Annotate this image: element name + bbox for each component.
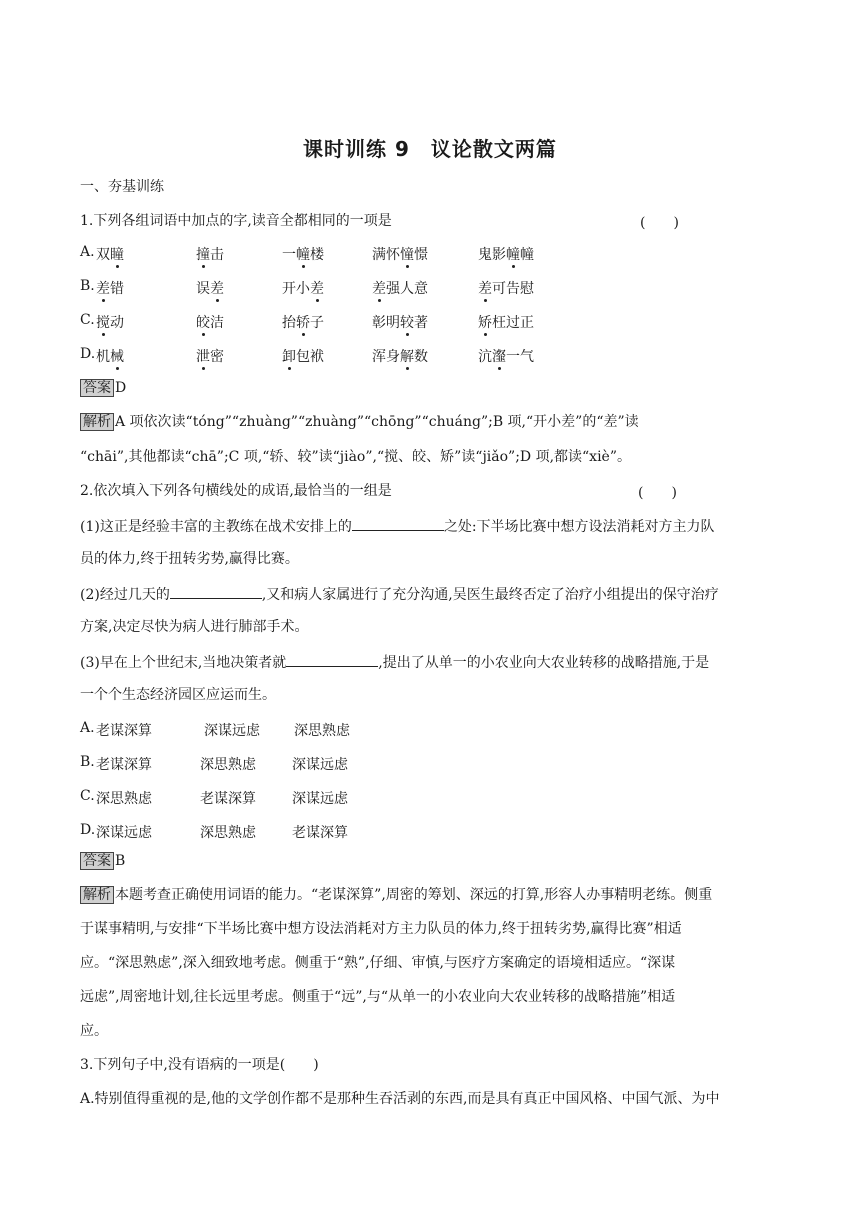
q2-option-idiom: 深思熟虑 bbox=[294, 723, 350, 739]
word-part: 双 bbox=[96, 247, 110, 263]
q1-option-word bbox=[282, 312, 324, 332]
word-part: 著 bbox=[414, 315, 428, 331]
q1-option-word bbox=[196, 346, 224, 366]
dotted-character: 卸 bbox=[282, 349, 296, 365]
q1-option-word bbox=[372, 346, 428, 366]
dotted-character: 轿 bbox=[296, 315, 310, 331]
dotted-character: 差 bbox=[310, 281, 324, 297]
sentence-text: (3)早在上个世纪末,当地决策者就 bbox=[80, 655, 287, 671]
word-part: 机 bbox=[96, 349, 110, 365]
page-title: 课时训练 9 议论散文两篇 bbox=[303, 137, 557, 161]
q1-option-word bbox=[478, 346, 534, 366]
q2-option-idiom: 深谋远虑 bbox=[292, 757, 348, 773]
q2-option-idiom: 老谋深算 bbox=[96, 757, 152, 773]
sentence-text: (1)这正是经验丰富的主教练在战术安排上的 bbox=[80, 519, 352, 535]
q1-option-word bbox=[96, 312, 124, 332]
dotted-character: 搅 bbox=[96, 315, 110, 331]
q1-analysis-line-1 bbox=[80, 413, 639, 431]
q1-option-word bbox=[372, 312, 428, 332]
q2-analysis-line-4: 远虑”,周密地计划,往长远里考虑。侧重于“远”,与“从单一的小农业向大农业转移的战略措施”相适 bbox=[80, 989, 676, 1005]
word-part: 击 bbox=[210, 247, 224, 263]
word-part: 包袱 bbox=[296, 349, 324, 365]
fill-blank-2 bbox=[170, 584, 262, 599]
q1-option-word bbox=[282, 244, 324, 264]
q1-option-word bbox=[196, 278, 224, 298]
q2-option-label: C. bbox=[80, 788, 95, 804]
q1-option-word bbox=[282, 278, 324, 298]
dotted-character: 差 bbox=[478, 281, 492, 297]
q1-option-label: A. bbox=[80, 244, 95, 260]
word-part: 幢 bbox=[520, 247, 534, 263]
q2-option-idiom: 深谋远虑 bbox=[204, 723, 260, 739]
analysis-text: 本题考查正确使用词语的能力。“老谋深算”,周密的筹划、深远的打算,形容人办事精明老练。侧重 bbox=[115, 887, 713, 903]
q1-option-label: B. bbox=[80, 278, 95, 294]
q1-option-word bbox=[478, 312, 534, 332]
q1-option-word bbox=[372, 244, 428, 264]
fill-blank-3 bbox=[286, 652, 378, 667]
q2-option-idiom: 深思熟虑 bbox=[200, 825, 256, 841]
q1-option-word bbox=[196, 244, 224, 264]
word-part: 抬 bbox=[282, 315, 296, 331]
dotted-character: 皎 bbox=[196, 315, 210, 331]
q2-option-idiom: 深谋远虑 bbox=[96, 825, 152, 841]
q2-sentence-2-cont: 方案,决定尽快为病人进行肺部手术。 bbox=[80, 619, 309, 635]
word-part: 开小 bbox=[282, 281, 310, 297]
q2-option-idiom: 深思熟虑 bbox=[200, 757, 256, 773]
dotted-character: 瞳 bbox=[110, 247, 124, 263]
dotted-character: 幢 bbox=[296, 247, 310, 263]
q2-option-idiom: 深思熟虑 bbox=[96, 791, 152, 807]
q1-option-word bbox=[96, 278, 124, 298]
word-part: 误 bbox=[196, 281, 210, 297]
word-part: 彰明 bbox=[372, 315, 400, 331]
q1-option-label: C. bbox=[80, 312, 95, 328]
answer-value: B bbox=[115, 853, 126, 869]
fill-blank-1 bbox=[352, 516, 444, 531]
sentence-text: 之处:下半场比赛中想方设法消耗对方主力队 bbox=[443, 519, 715, 535]
q2-analysis-line-3: 应。“深思熟虑”,深入细致地考虑。侧重于“熟”,仔细、审慎,与医疗方案确定的语境相适应。“深谋 bbox=[80, 955, 676, 971]
dotted-character: 较 bbox=[400, 315, 414, 331]
q2-option-label: D. bbox=[80, 822, 96, 838]
word-part: 憬 bbox=[414, 247, 428, 263]
word-part: 可告慰 bbox=[492, 281, 534, 297]
q1-option-word bbox=[282, 346, 324, 366]
q1-option-word bbox=[196, 312, 224, 332]
word-part: 错 bbox=[110, 281, 124, 297]
q1-option-label: D. bbox=[80, 346, 96, 362]
q2-option-idiom: 深谋远虑 bbox=[292, 791, 348, 807]
dotted-character: 差 bbox=[96, 281, 110, 297]
q1-option-word bbox=[96, 244, 124, 264]
q2-analysis-line-5: 应。 bbox=[80, 1023, 108, 1039]
q3-stem: 3.下列句子中,没有语病的一项是( ) bbox=[80, 1057, 319, 1073]
q2-sentence-3 bbox=[80, 652, 709, 672]
word-part: 子 bbox=[310, 315, 324, 331]
dotted-character: 解 bbox=[400, 349, 414, 365]
dotted-character: 矫 bbox=[478, 315, 492, 331]
q2-answer-paren: ( ) bbox=[638, 485, 677, 501]
q1-option-word bbox=[478, 244, 534, 264]
word-part: 浑身 bbox=[372, 349, 400, 365]
sentence-text: ,提出了从单一的小农业向大农业转移的战略措施,于是 bbox=[378, 655, 710, 671]
word-part: 洁 bbox=[210, 315, 224, 331]
q2-sentence-2 bbox=[80, 584, 719, 604]
q2-option-idiom: 老谋深算 bbox=[292, 825, 348, 841]
dotted-character: 撞 bbox=[196, 247, 210, 263]
q2-analysis-line-2: 于谋事精明,与安排“下半场比赛中想方设法消耗对方主力队员的体力,终于扭转劣势,赢得比赛”相适 bbox=[80, 921, 682, 937]
sentence-text: (2)经过几天的 bbox=[80, 587, 170, 603]
analysis-label: 解析 bbox=[80, 886, 114, 904]
word-part: 一 bbox=[282, 247, 296, 263]
word-part: 楼 bbox=[310, 247, 324, 263]
dotted-character: 憧 bbox=[400, 247, 414, 263]
section-heading: 一、夯基训练 bbox=[80, 179, 164, 195]
word-part: 密 bbox=[210, 349, 224, 365]
q1-option-word bbox=[372, 278, 428, 298]
q2-sentence-1 bbox=[80, 516, 715, 536]
dotted-character: 差 bbox=[372, 281, 386, 297]
word-part: 数 bbox=[414, 349, 428, 365]
word-part: 枉过正 bbox=[492, 315, 534, 331]
sentence-text: ,又和病人家属进行了充分沟通,吴医生最终否定了治疗小组提出的保守治疗 bbox=[261, 587, 719, 603]
q2-option-label: B. bbox=[80, 754, 95, 770]
analysis-label: 解析 bbox=[80, 413, 114, 431]
word-part: 一气 bbox=[506, 349, 534, 365]
q1-option-word bbox=[478, 278, 534, 298]
word-part: 动 bbox=[110, 315, 124, 331]
q1-stem: 1.下列各组词语中加点的字,读音全都相同的一项是 bbox=[80, 213, 392, 229]
dotted-character: 泄 bbox=[196, 349, 210, 365]
q2-option-idiom: 老谋深算 bbox=[96, 723, 152, 739]
word-part: 沆 bbox=[478, 349, 492, 365]
answer-label: 答案 bbox=[80, 852, 114, 870]
q1-answer-paren: ( ) bbox=[640, 215, 679, 231]
word-part: 满怀 bbox=[372, 247, 400, 263]
q1-answer bbox=[80, 379, 126, 397]
q1-analysis-line-2: “chāi”,其他都读“chā”;C 项,“轿、较”读“jiào”,“搅、皎、矫”读“jiǎo”;D 项,都读“xiè”。 bbox=[80, 449, 632, 465]
dotted-character: 械 bbox=[110, 349, 124, 365]
answer-label: 答案 bbox=[80, 379, 114, 397]
word-part: 强人意 bbox=[386, 281, 428, 297]
q2-stem: 2.依次填入下列各句横线处的成语,最恰当的一组是 bbox=[80, 483, 392, 499]
q2-sentence-1-cont: 员的体力,终于扭转劣势,赢得比赛。 bbox=[80, 551, 299, 567]
q2-option-idiom: 老谋深算 bbox=[200, 791, 256, 807]
dotted-character: 幢 bbox=[506, 247, 520, 263]
word-part: 鬼影 bbox=[478, 247, 506, 263]
q1-option-word bbox=[96, 346, 124, 366]
q2-option-label: A. bbox=[80, 720, 95, 736]
q2-answer bbox=[80, 852, 125, 870]
q3-option-a: A.特别值得重视的是,他的文学创作都不是那种生吞活剥的东西,而是具有真正中国风格、中国气派、为中 bbox=[80, 1091, 720, 1107]
analysis-text: A 项依次读“tóng”“zhuàng”“zhuàng”“chōng”“chuáng”;B 项,“开小差”的“差”读 bbox=[115, 414, 639, 430]
dotted-character: 瀣 bbox=[492, 349, 506, 365]
answer-value: D bbox=[115, 380, 127, 396]
dotted-character: 差 bbox=[210, 281, 224, 297]
q2-analysis-line-1 bbox=[80, 886, 712, 904]
q2-sentence-3-cont: 一个个生态经济园区应运而生。 bbox=[80, 687, 276, 703]
